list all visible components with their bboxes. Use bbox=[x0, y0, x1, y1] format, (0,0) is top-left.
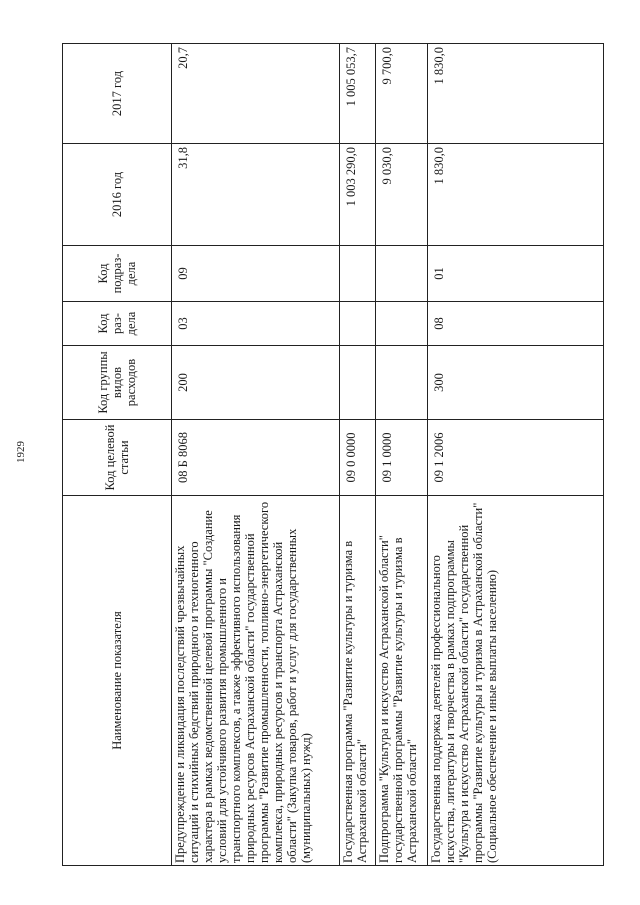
row-year-2017: 20,7 bbox=[172, 44, 340, 144]
row-subsection bbox=[340, 246, 376, 302]
row-year-2016: 1 830,0 bbox=[428, 144, 604, 246]
table-row bbox=[428, 44, 604, 866]
page-number: 1929 bbox=[15, 441, 27, 463]
table-row bbox=[376, 44, 428, 866]
header-target-article: Код целевой статьи bbox=[63, 420, 172, 496]
header-year-2016: 2016 год bbox=[63, 144, 172, 246]
row-name: Предупреждение и ликвидация последствий чрезвычайных ситуаций и стихийных бедствий природного и техногенного характера в рамках ведомственной целевой программы "Создание условий для устойчивого развития промышленного и транспортного комплексов, а также эффективного использования природных ресурсов Астраханской области" государственной программы "Развитие промышленности, топливно-энергетического комплекса, природных ресурсов и транспорта Астраханской области" (Закупка товаров, работ и услуг для государственных (муниципальных) нужд) bbox=[172, 496, 340, 866]
row-year-2016: 1 003 290,0 bbox=[340, 144, 376, 246]
row-year-2016: 31,8 bbox=[172, 144, 340, 246]
header-expense-group: Код группы видов расходов bbox=[63, 346, 172, 420]
row-year-2017: 1 830,0 bbox=[428, 44, 604, 144]
row-name: Государственная поддержка деятелей профессионального искусства, литературы и творчества в рамках подпрограммы "Культура и искусство Астраханской области" государственной программы "Развитие культуры и туризма в Астраханской области" (Социальное обеспечение и иные выплаты населению) bbox=[428, 496, 604, 866]
row-subsection bbox=[376, 246, 428, 302]
row-year-2016: 9 030,0 bbox=[376, 144, 428, 246]
row-expense-group: 300 bbox=[428, 346, 604, 420]
row-target-article: 09 1 2006 bbox=[428, 420, 604, 496]
header-section: Код раз-дела bbox=[63, 302, 172, 346]
header-subsection: Код подраз-дела bbox=[63, 246, 172, 302]
row-section: 08 bbox=[428, 302, 604, 346]
row-target-article: 09 0 0000 bbox=[340, 420, 376, 496]
row-name: Подпрограмма "Культура и искусство Астраханской области" государственной программы "Развитие культуры и туризма в Астраханской области" bbox=[376, 496, 428, 866]
table-row bbox=[340, 44, 376, 866]
header-year-2017: 2017 год bbox=[63, 44, 172, 144]
row-year-2017: 1 005 053,7 bbox=[340, 44, 376, 144]
row-expense-group: 200 bbox=[172, 346, 340, 420]
row-section: 03 bbox=[172, 302, 340, 346]
table-header-row bbox=[63, 44, 172, 866]
row-subsection: 09 bbox=[172, 246, 340, 302]
budget-table bbox=[62, 43, 604, 866]
row-section bbox=[340, 302, 376, 346]
row-target-article: 08 Б 8068 bbox=[172, 420, 340, 496]
header-name: Наименование показателя bbox=[63, 496, 172, 866]
row-expense-group bbox=[376, 346, 428, 420]
row-expense-group bbox=[340, 346, 376, 420]
table-row bbox=[172, 44, 340, 866]
row-year-2017: 9 700,0 bbox=[376, 44, 428, 144]
row-name: Государственная программа "Развитие культуры и туризма в Астраханской области" bbox=[340, 496, 376, 866]
rotated-page-content bbox=[62, 44, 604, 866]
row-subsection: 01 bbox=[428, 246, 604, 302]
row-section bbox=[376, 302, 428, 346]
row-target-article: 09 1 0000 bbox=[376, 420, 428, 496]
